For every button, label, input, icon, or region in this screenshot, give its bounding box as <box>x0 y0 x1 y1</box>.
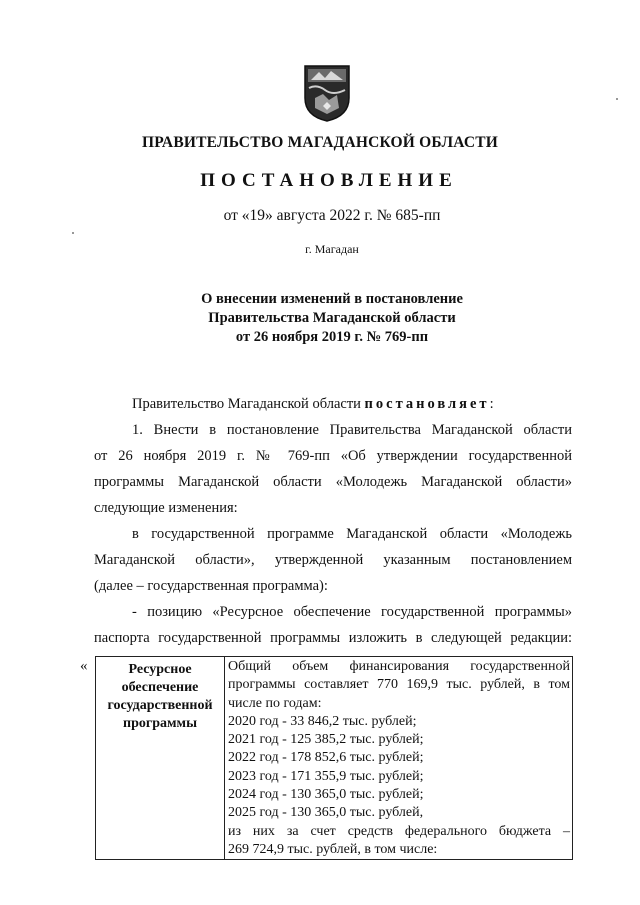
subject-line: О внесении изменений в постановление <box>201 291 463 307</box>
paragraph-3 <box>94 599 572 651</box>
value-line: 2025 год - 130 365,0 тыс. рублей, <box>228 805 424 821</box>
paragraph-line: в государственной программе Магаданской области «Молодежь <box>132 526 572 542</box>
table-open-quote: « <box>80 658 88 674</box>
document-subject <box>0 290 640 347</box>
value-line: 2023 год - 171 355,9 тыс. рублей; <box>228 768 424 784</box>
document-type: ПОСТАНОВЛЕНИЕ <box>200 170 458 191</box>
document-date-number: от «19» августа 2022 г. № 685-пп <box>223 207 441 224</box>
value-line: 2024 год - 130 365,0 тыс. рублей; <box>228 787 424 803</box>
resource-table <box>95 656 573 860</box>
intro-verb: постановляет <box>364 396 490 412</box>
label-line: Ресурсное <box>128 662 192 677</box>
magadan-coat-of-arms-icon <box>303 64 351 122</box>
paragraph-line: - позицию «Ресурсное обеспечение государственной программы» <box>132 604 572 620</box>
table-value-cell <box>225 657 573 860</box>
label-line: государственной <box>107 698 213 713</box>
value-line: 2021 год - 125 385,2 тыс. рублей; <box>228 732 424 748</box>
intro-prefix: Правительство Магаданской области <box>132 396 361 412</box>
paragraph-1 <box>94 417 572 521</box>
value-line: 2020 год - 33 846,2 тыс. рублей; <box>228 713 417 729</box>
subject-line: от 26 ноября 2019 г. № 769-пп <box>235 329 429 345</box>
paragraph-line: 1. Внести в постановление Правительства Магаданской области <box>132 422 572 438</box>
paragraph-line: паспорта государственной программы изложить в следующей редакции: <box>94 630 572 646</box>
paragraph-line: программы Магаданской области «Молодежь Магаданской области» <box>94 474 572 490</box>
label-line: программы <box>123 716 197 731</box>
document-city: г. Магадан <box>305 242 359 256</box>
scan-speck <box>616 98 618 100</box>
organization-title: ПРАВИТЕЛЬСТВО МАГАДАНСКОЙ ОБЛАСТИ <box>141 134 499 151</box>
intro-suffix: : <box>489 396 494 412</box>
paragraph-line: от 26 ноября 2019 г. № 769-пп «Об утверждении государственной <box>94 448 572 464</box>
value-line: Общий объем финансирования государственной <box>228 659 570 674</box>
value-line: программы составляет 770 169,9 тыс. рублей, в том <box>228 677 570 693</box>
value-line: 2022 год - 178 852,6 тыс. рублей; <box>228 750 424 766</box>
paragraph-line: (далее – государственная программа): <box>94 578 328 594</box>
paragraph-line: следующие изменения: <box>94 500 238 516</box>
paragraph-line: Магаданской области», утвержденной указанным постановлением <box>94 552 572 568</box>
intro-paragraph <box>132 391 572 417</box>
scan-speck <box>72 232 74 234</box>
value-line: числе по годам: <box>228 695 322 711</box>
value-line: из них за счет средств федерального бюджета – <box>228 823 570 839</box>
subject-line: Правительства Магаданской области <box>208 310 456 326</box>
paragraph-2 <box>94 521 572 599</box>
table-label-cell <box>96 657 225 860</box>
label-line: обеспечение <box>121 680 199 695</box>
value-line: 269 724,9 тыс. рублей, в том числе: <box>228 841 438 857</box>
table-row <box>96 657 573 860</box>
